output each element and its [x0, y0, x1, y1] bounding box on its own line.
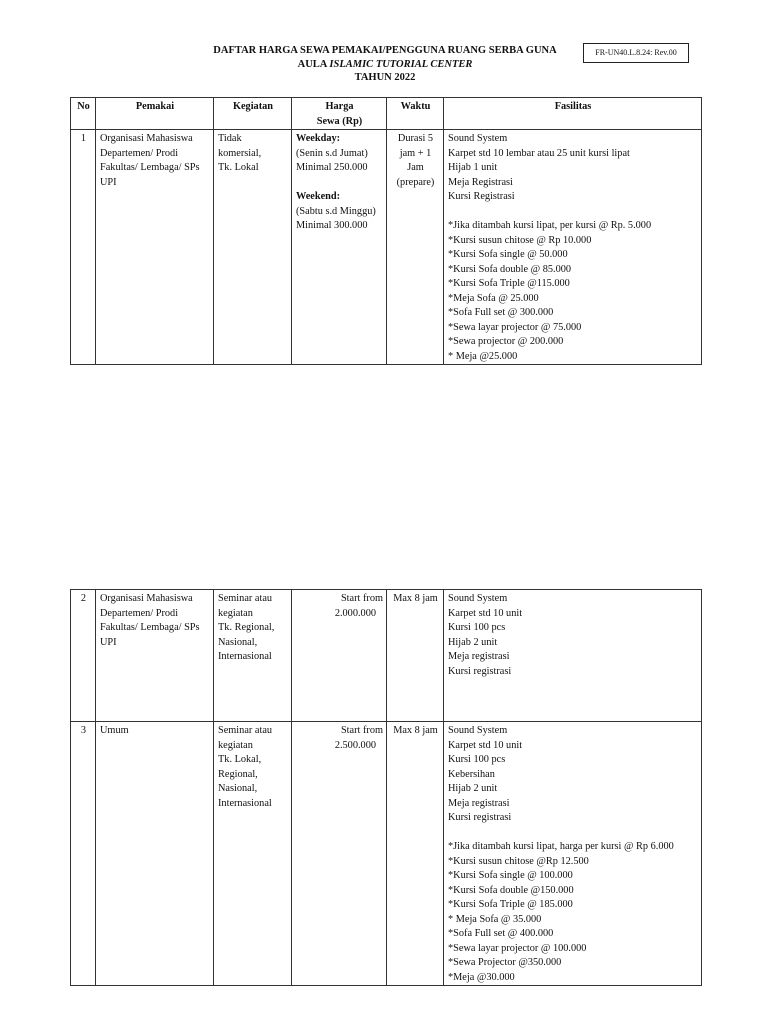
extra-item: *Sewa layar projector @ 100.000	[448, 942, 587, 954]
extra-item: *Sofa Full set @ 400.000	[448, 928, 554, 939]
extra-item: * Meja @25.000	[448, 350, 518, 362]
cell-no: 3	[71, 722, 96, 986]
fasilitas-item: Kebersihan	[448, 768, 495, 780]
weekday-label: Weekday:	[296, 133, 341, 144]
extra-item: *Kursi susun chitose @ Rp 10.000	[448, 234, 592, 246]
title-line-2-prefix: AULA	[297, 58, 330, 70]
harga-line: Start from	[340, 725, 383, 736]
form-code-box: FR-UN40.L.8.24: Rev.00	[583, 43, 689, 63]
waktu-line: jam + 1	[399, 147, 432, 159]
col-header-kegiatan: Kegiatan	[214, 98, 292, 130]
kegiatan-line: Tk. Lokal,	[218, 754, 262, 765]
title-line-3: TAHUN 2022	[354, 72, 416, 83]
harga-line: 2.500.000	[334, 739, 376, 751]
extra-item: *Kursi susun chitose @Rp 12.500	[448, 855, 589, 867]
cell-harga	[292, 130, 387, 365]
col-header-harga-line-1: Harga	[325, 101, 354, 112]
cell-harga	[292, 590, 387, 722]
cell-waktu	[387, 130, 444, 365]
fasilitas-item: Hijab 2 unit	[448, 636, 498, 648]
fasilitas-item: Meja registrasi	[448, 651, 510, 662]
kegiatan-line: Regional,	[218, 768, 258, 780]
cell-waktu: Max 8 jam	[387, 722, 444, 986]
fasilitas-item: Karpet std 10 lembar atau 25 unit kursi lipat	[448, 147, 630, 159]
extra-item: *Kursi Sofa Triple @115.000	[448, 278, 570, 289]
cell-fasilitas	[444, 722, 702, 986]
col-header-pemakai: Pemakai	[96, 98, 214, 130]
weekend-price: Minimal 300.000	[296, 220, 368, 231]
table-row	[71, 722, 702, 986]
waktu-line: Durasi 5	[397, 133, 434, 144]
fasilitas-item: Kursi registrasi	[448, 665, 512, 677]
kegiatan-line: Nasional,	[218, 783, 258, 794]
table-header-row	[71, 98, 702, 130]
extra-item: *Kursi Sofa single @ 50.000	[448, 249, 568, 260]
col-header-waktu: Waktu	[387, 98, 444, 130]
col-header-harga	[292, 98, 387, 130]
kegiatan-line: kegiatan	[218, 739, 253, 751]
cell-pemakai: Umum	[96, 722, 214, 986]
harga-line: 2.000.000	[334, 607, 376, 619]
kegiatan-line: Tk. Regional,	[218, 622, 275, 633]
extra-item: *Kursi Sofa double @ 85.000	[448, 263, 572, 275]
fasilitas-item: Sound System	[448, 133, 508, 144]
cell-kegiatan	[214, 590, 292, 722]
cell-fasilitas	[444, 130, 702, 365]
kegiatan-line: Tk. Lokal	[218, 162, 259, 173]
extra-item: *Sewa Projector @350.000	[448, 957, 562, 968]
cell-kegiatan	[214, 130, 292, 365]
fasilitas-item: Kursi 100 pcs	[448, 754, 506, 765]
fasilitas-item: Karpet std 10 unit	[448, 607, 523, 619]
kegiatan-line: kegiatan	[218, 607, 253, 619]
weekday-price: Minimal 250.000	[296, 162, 368, 173]
waktu-line: Jam	[407, 162, 424, 173]
col-header-harga-line-2: Sewa (Rp)	[316, 115, 363, 127]
extra-item: *Sewa projector @ 200.000	[448, 336, 564, 347]
extra-item: *Kursi Sofa single @ 100.000	[448, 870, 573, 881]
fasilitas-item: Kursi Registrasi	[448, 191, 515, 202]
waktu-line: (prepare)	[396, 176, 435, 188]
kegiatan-line: Tidak	[218, 133, 242, 144]
kegiatan-line: Internasional	[218, 651, 272, 662]
harga-line: Start from	[340, 593, 383, 604]
extra-item: *Meja Sofa @ 25.000	[448, 292, 539, 304]
extra-item: *Meja @30.000	[448, 971, 515, 983]
weekend-days: (Sabtu s.d Minggu)	[296, 205, 376, 217]
fasilitas-item: Kursi 100 pcs	[448, 622, 506, 633]
col-header-no: No	[71, 98, 96, 130]
kegiatan-line: Nasional,	[218, 636, 258, 648]
title-line-2-venue: ISLAMIC TUTORIAL CENTER	[329, 58, 473, 70]
fasilitas-item: Meja Registrasi	[448, 176, 513, 188]
extra-item: *Kursi Sofa double @150.000	[448, 884, 574, 896]
extra-item: *Jika ditambah kursi lipat, harga per kursi @ Rp 6.000	[448, 841, 674, 852]
col-header-fasilitas: Fasilitas	[444, 98, 702, 130]
kegiatan-line: Internasional	[218, 797, 272, 809]
price-table-part-1	[70, 97, 702, 365]
kegiatan-line: komersial,	[218, 147, 262, 159]
table-row	[71, 590, 702, 722]
cell-pemakai: Organisasi Mahasiswa Departemen/ Prodi Fakultas/ Lembaga/ SPs UPI	[96, 130, 214, 365]
fasilitas-item: Kursi registrasi	[448, 812, 512, 823]
cell-no: 2	[71, 590, 96, 722]
kegiatan-line: Seminar atau	[218, 593, 273, 604]
cell-pemakai: Organisasi Mahasiswa Departemen/ Prodi Fakultas/ Lembaga/ SPs UPI	[96, 590, 214, 722]
document-title	[150, 44, 620, 85]
cell-no: 1	[71, 130, 96, 365]
cell-waktu: Max 8 jam	[387, 590, 444, 722]
fasilitas-item: Sound System	[448, 725, 508, 736]
cell-kegiatan	[214, 722, 292, 986]
extra-item: *Sewa layar projector @ 75.000	[448, 321, 582, 333]
weekend-label: Weekend:	[296, 191, 341, 202]
fasilitas-item: Hijab 1 unit	[448, 162, 498, 173]
fasilitas-item: Meja registrasi	[448, 797, 510, 809]
fasilitas-item: Karpet std 10 unit	[448, 739, 523, 751]
extra-item: *Kursi Sofa Triple @ 185.000	[448, 899, 573, 910]
weekday-days: (Senin s.d Jumat)	[296, 147, 368, 159]
extra-item: *Jika ditambah kursi lipat, per kursi @ Rp. 5.000	[448, 220, 652, 231]
fasilitas-item: Sound System	[448, 593, 508, 604]
title-line-2	[150, 58, 620, 72]
kegiatan-line: Seminar atau	[218, 725, 273, 736]
extra-item: *Sofa Full set @ 300.000	[448, 307, 554, 318]
cell-fasilitas	[444, 590, 702, 722]
price-table-part-2	[70, 589, 702, 986]
extra-item: * Meja Sofa @ 35.000	[448, 913, 542, 925]
title-line-1: DAFTAR HARGA SEWA PEMAKAI/PENGGUNA RUANG SERBA GUNA	[213, 45, 557, 56]
table-row	[71, 130, 702, 365]
fasilitas-item: Hijab 2 unit	[448, 783, 498, 794]
cell-harga	[292, 722, 387, 986]
